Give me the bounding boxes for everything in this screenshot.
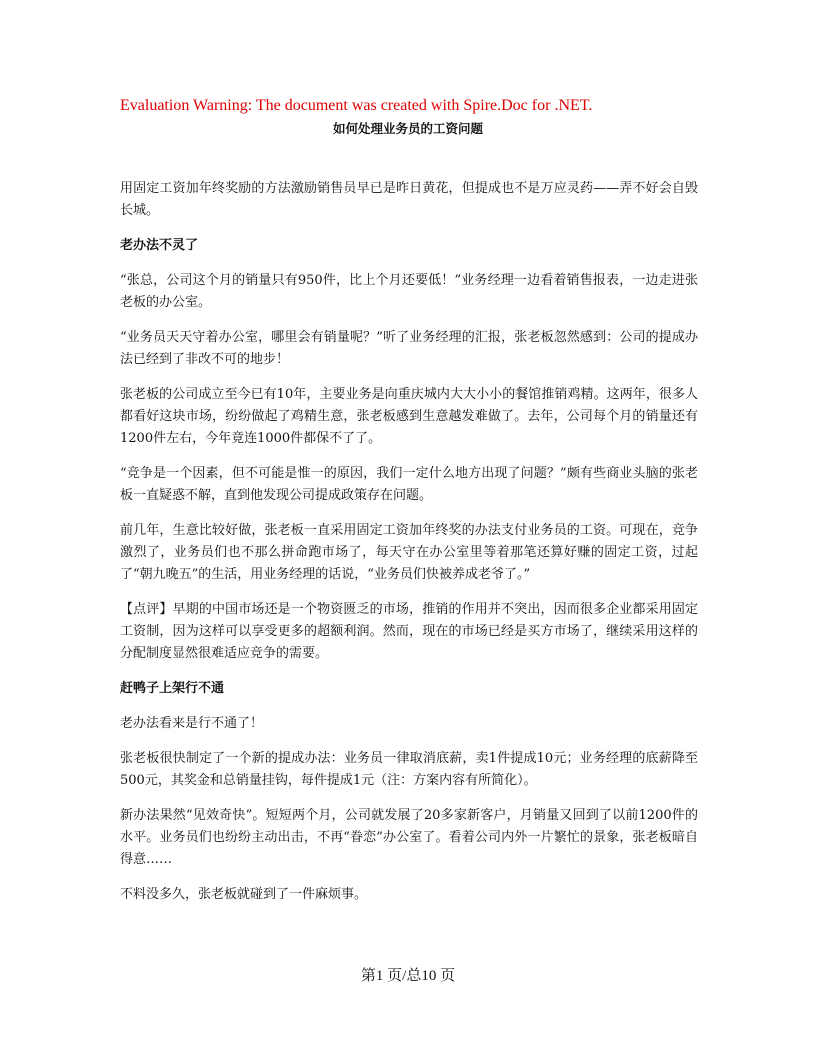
paragraph: “竞争是一个因素，但不可能是惟一的原因，我们一定什么地方出现了问题？”颇有些商业头脑的张老板一直疑惑不解，直到他发现公司提成政策存在问题。 <box>120 466 698 503</box>
paragraph: 前几年，生意比较好做，张老板一直采用固定工资加年终奖的办法支付业务员的工资。可现在，竞争激烈了，业务员们也不那么拼命跑市场了，每天守在办公室里等着那笔还算好赚的固定工资，过起了“朝九晚五”的生活，用业务经理的话说，“业务员们快被养成老爷了。” <box>120 523 698 582</box>
paragraph-comment: 【点评】早期的中国市场还是一个物资匮乏的市场，推销的作用并不突出，因而很多企业都采用固定工资制，因为这样可以享受更多的超额利润。然而，现在的市场已经是买方市场了，继续采用这样的分配制度显然很难适应竞争的需要。 <box>120 602 698 661</box>
paragraph: “张总，公司这个月的销量只有950件，比上个月还要低！”业务经理一边看着销售报表，一边走进张老板的办公室。 <box>120 273 698 310</box>
paragraph-intro: 用固定工资加年终奖励的方法激励销售员早已是昨日黄花，但提成也不是万应灵药——弄不好会自毁长城。 <box>120 181 698 218</box>
page-number-footer: 第1 页/总10 页 <box>360 968 456 984</box>
document-title: 如何处理业务员的工资问题 <box>332 121 483 136</box>
paragraph: 新办法果然“见效奇快”。短短两个月，公司就发展了20多家新客户，月销量又回到了以前1200件的水平。业务员们也纷纷主动出击，不再“眷恋”办公室了。看着公司内外一片繁忙的景象，张老板暗自得意…… <box>120 808 698 867</box>
document-body <box>120 178 698 919</box>
section-heading-new-method: 赶鸭子上架行不通 <box>120 681 225 696</box>
paragraph: 老办法看来是行不通了！ <box>120 716 264 731</box>
paragraph: 张老板的公司成立至今已有10年，主要业务是向重庆城内大大小小的餐馆推销鸡精。这两年，很多人都看好这块市场，纷纷做起了鸡精生意，张老板感到生意越发难做了。去年，公司每个月的销量还有1200件左右，今年竟连1000件都保不了了。 <box>120 387 698 446</box>
evaluation-warning: Evaluation Warning: The document was created with Spire.Doc for .NET. <box>120 97 593 114</box>
paragraph: 张老板很快制定了一个新的提成办法：业务员一律取消底薪，卖1件提成10元；业务经理的底薪降至500元，其奖金和总销量挂钩，每件提成1元（注：方案内容有所简化）。 <box>120 751 698 788</box>
section-heading-old-method: 老办法不灵了 <box>120 238 199 253</box>
paragraph: 不料没多久，张老板就碰到了一件麻烦事。 <box>120 887 368 902</box>
paragraph: “业务员天天守着办公室，哪里会有销量呢？”听了业务经理的汇报，张老板忽然感到：公司的提成办法已经到了非改不可的地步！ <box>120 330 698 367</box>
